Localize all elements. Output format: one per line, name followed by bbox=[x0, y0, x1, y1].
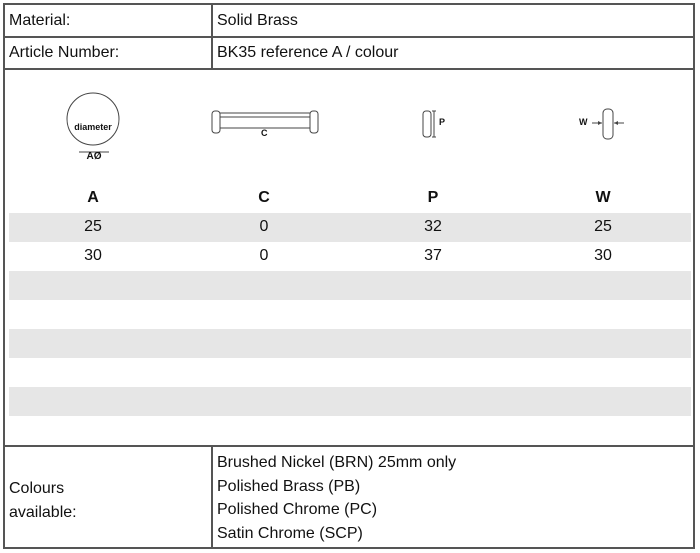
dimensions-section bbox=[5, 71, 693, 445]
table-cell: 0 bbox=[259, 218, 269, 235]
list-item: Polished Chrome (PC) bbox=[217, 501, 378, 518]
table-row bbox=[9, 300, 691, 329]
diameter-diagram bbox=[65, 91, 125, 161]
c-dimension-label: C bbox=[261, 128, 268, 138]
table-cell: 30 bbox=[84, 247, 102, 264]
table-cell: 32 bbox=[424, 218, 442, 235]
table-cell: 0 bbox=[259, 247, 269, 264]
table-row bbox=[9, 416, 691, 445]
width-diagram bbox=[575, 107, 645, 143]
colours-label-line: available: bbox=[9, 504, 77, 521]
list-item: Brushed Nickel (BRN) 25mm only bbox=[217, 454, 457, 471]
table-row bbox=[9, 242, 691, 271]
colours-label-line: Colours bbox=[9, 480, 65, 497]
w-dimension-label: W bbox=[579, 117, 588, 127]
table-cell: 30 bbox=[594, 247, 612, 264]
p-dimension-label: P bbox=[439, 117, 446, 127]
material-row bbox=[5, 5, 693, 37]
column-header-c: C bbox=[258, 189, 270, 206]
projection-diagram bbox=[419, 109, 459, 143]
divider bbox=[5, 68, 693, 70]
material-value: Solid Brass bbox=[217, 12, 298, 29]
handle-length-diagram bbox=[211, 109, 321, 143]
article-label: Article Number: bbox=[9, 44, 120, 61]
table-cell: 37 bbox=[424, 247, 442, 264]
colours-row bbox=[5, 447, 693, 547]
spec-sheet bbox=[3, 3, 695, 549]
article-row bbox=[5, 38, 693, 69]
table-cell: 25 bbox=[594, 218, 612, 235]
table-row bbox=[9, 213, 691, 242]
column-header-w: W bbox=[595, 189, 611, 206]
table-row bbox=[9, 329, 691, 358]
table-row bbox=[9, 271, 691, 300]
diameter-sub-label: AØ bbox=[86, 151, 102, 162]
table-cell: 25 bbox=[84, 218, 102, 235]
column-divider bbox=[211, 5, 213, 69]
colours-list bbox=[217, 451, 456, 545]
table-row bbox=[9, 387, 691, 416]
article-value: BK35 reference A / colour bbox=[217, 44, 399, 61]
column-divider bbox=[211, 447, 213, 547]
diameter-label: diameter bbox=[74, 122, 112, 132]
list-item: Satin Chrome (SCP) bbox=[217, 524, 363, 542]
column-header-p: P bbox=[427, 189, 439, 206]
colours-label bbox=[9, 477, 77, 525]
column-header-a: A bbox=[87, 189, 99, 206]
table-row bbox=[9, 358, 691, 387]
list-item: Polished Brass (PB) bbox=[217, 477, 361, 495]
material-label: Material: bbox=[9, 12, 71, 29]
